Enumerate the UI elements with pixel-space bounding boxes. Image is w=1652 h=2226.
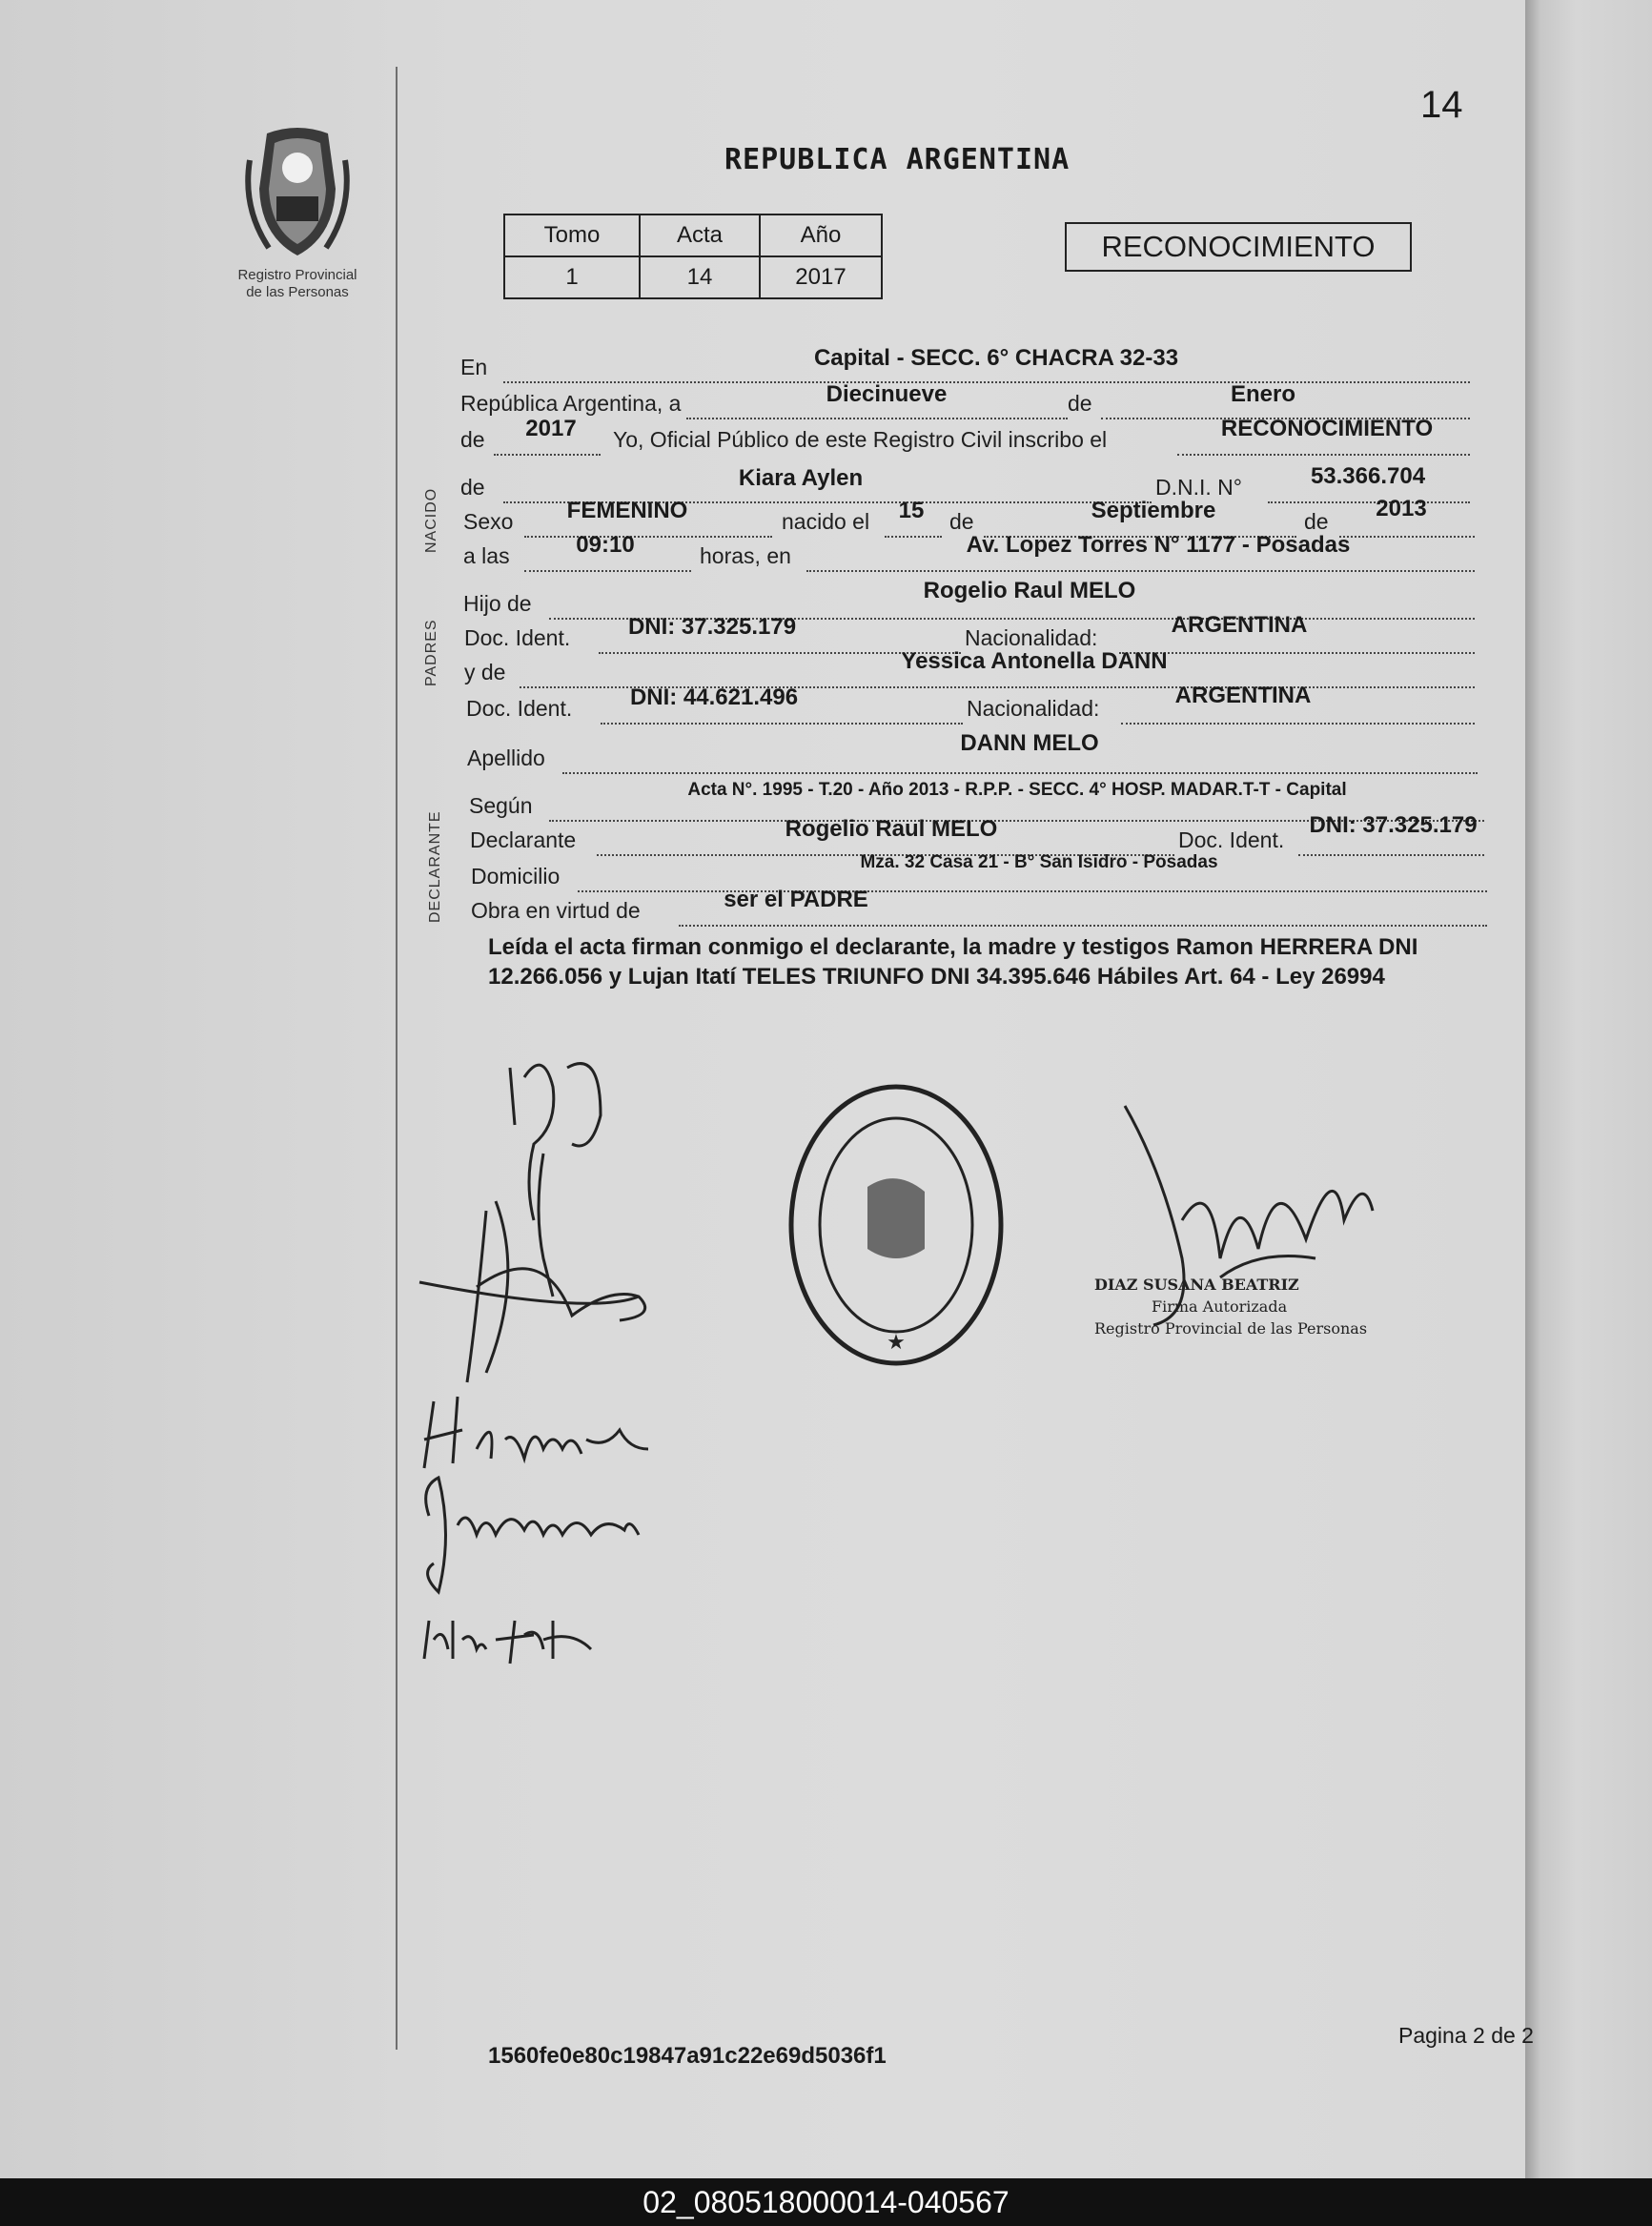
label-republica: República Argentina, a (460, 391, 682, 416)
label-declarante: Declarante (470, 827, 577, 852)
svg-text:★: ★ (887, 1331, 906, 1355)
official-title: Firma Autorizada (1152, 1297, 1288, 1316)
logo-caption: Registro Provincial de las Personas (237, 267, 357, 300)
country-title: REPUBLICA ARGENTINA (724, 143, 1071, 176)
witness-1-signature (424, 1397, 648, 1592)
field-name: Kiara Aylen (738, 465, 864, 491)
header-acta: Acta (640, 214, 760, 256)
label-yo-oficial: Yo, Oficial Público de este Registro Civil inscribo el (613, 427, 1108, 452)
side-label-declarante: DECLARANTE (427, 810, 443, 923)
closing-paragraph: Leída el acta firman conmigo el declarante, la madre y testigos Ramon HERRERA DNI 12.266.056 y Lujan Itatí TELES TRIUNFO DNI 34.395.646 Hábiles Art. 64 - Ley 26994 (488, 934, 1418, 990)
page-number: 14 (1420, 84, 1463, 126)
label-de2: de (460, 427, 485, 452)
field-address: Mza. 32 Casa 21 - B° San Isidro - Posadas (860, 852, 1218, 872)
label-de-month: de (949, 509, 974, 534)
field-mother-doc: DNI: 44.621.496 (629, 684, 799, 710)
field-mother: Yessica Antonella DANN (901, 648, 1168, 674)
field-father-nationality: ARGENTINA (1171, 612, 1308, 638)
field-place: Capital - SECC. 6° CHACRA 32-33 (813, 345, 1179, 371)
label-apellido: Apellido (467, 745, 545, 770)
label-nacido-el: nacido el (782, 509, 870, 534)
field-declarant-doc: DNI: 37.325.179 (1309, 812, 1478, 838)
witness-2-signature (424, 1621, 591, 1664)
header-tomo: Tomo (504, 214, 640, 256)
field-father: Rogelio Raul MELO (923, 578, 1136, 603)
declarant-signature (510, 1064, 601, 1297)
field-surname: DANN MELO (960, 730, 1099, 756)
document-hash: 1560fe0e80c19847a91c22e69d5036f1 (488, 2043, 887, 2069)
field-dni: 53.366.704 (1310, 463, 1426, 489)
label-horas-en: horas, en (700, 543, 791, 568)
registry-logo (221, 122, 374, 313)
label-obra: Obra en virtud de (471, 898, 641, 923)
label-nacionalidad-father: Nacionalidad: (965, 625, 1098, 650)
field-year: 2017 (525, 416, 577, 441)
registry-stamp-icon (791, 1087, 1001, 1363)
label-y-de: y de (464, 660, 506, 684)
field-declarant: Rogelio Raul MELO (785, 816, 998, 842)
official-block (1094, 1274, 1367, 1339)
label-de: de (1068, 391, 1092, 416)
record-table (503, 214, 883, 299)
label-en: En (460, 355, 488, 379)
label-hijo-de: Hijo de (463, 591, 532, 616)
label-dni: D.N.I. N° (1155, 475, 1242, 500)
header-ano: Año (760, 214, 882, 256)
scan-id: 02_080518000014-040567 (642, 2185, 1010, 2219)
field-birth-day: 15 (898, 498, 925, 523)
field-mother-nationality: ARGENTINA (1174, 683, 1312, 708)
value-acta: 14 (640, 256, 760, 298)
value-ano: 2017 (760, 256, 882, 298)
field-birth-time: 09:10 (576, 532, 635, 558)
field-sex: FEMENINO (566, 498, 688, 523)
field-birth-place: Av. Lopez Torres N° 1177 - Posadas (966, 532, 1351, 558)
side-label-nacido: NACIDO (423, 487, 439, 553)
field-segun: Acta N°. 1995 - T.20 - Año 2013 - R.P.P. - SECC. 4° HOSP. MADAR.T-T - Capital (687, 780, 1347, 800)
scan-id-bar (0, 2178, 1652, 2226)
signatures-area (400, 1030, 1449, 1697)
field-reason: ser el PADRE (724, 887, 868, 912)
label-segun: Según (469, 793, 533, 818)
field-birth-month: Septiembre (1091, 498, 1216, 523)
label-doc-ident-declarant: Doc. Ident. (1178, 827, 1285, 852)
side-label-padres: PADRES (423, 619, 439, 686)
label-de-year: de (1304, 509, 1329, 534)
label-sexo: Sexo (463, 509, 514, 534)
act-type-box: RECONOCIMIENTO (1065, 222, 1412, 272)
mother-signature (419, 1201, 645, 1382)
value-tomo: 1 (504, 256, 640, 298)
field-month: Enero (1230, 381, 1295, 407)
provincial-seal-icon (221, 122, 374, 265)
label-doc-ident-mother: Doc. Ident. (466, 696, 573, 721)
label-nacionalidad-mother: Nacionalidad: (967, 696, 1100, 721)
label-de-name: de (460, 475, 485, 500)
page-edge (1525, 0, 1652, 2178)
field-birth-year: 2013 (1376, 496, 1427, 521)
field-act: RECONOCIMIENTO (1220, 416, 1434, 441)
margin-line (396, 67, 398, 2050)
label-domicilio: Domicilio (471, 864, 561, 888)
official-registry: Registro Provincial de las Personas (1094, 1319, 1368, 1338)
label-a-las: a las (463, 543, 510, 568)
field-day: Diecinueve (826, 381, 948, 407)
official-name: DIAZ SUSANA BEATRIZ (1094, 1276, 1299, 1294)
page-of: Pagina 2 de 2 (1398, 2023, 1534, 2048)
label-doc-ident-father: Doc. Ident. (464, 625, 571, 650)
field-father-doc: DNI: 37.325.179 (627, 614, 797, 640)
